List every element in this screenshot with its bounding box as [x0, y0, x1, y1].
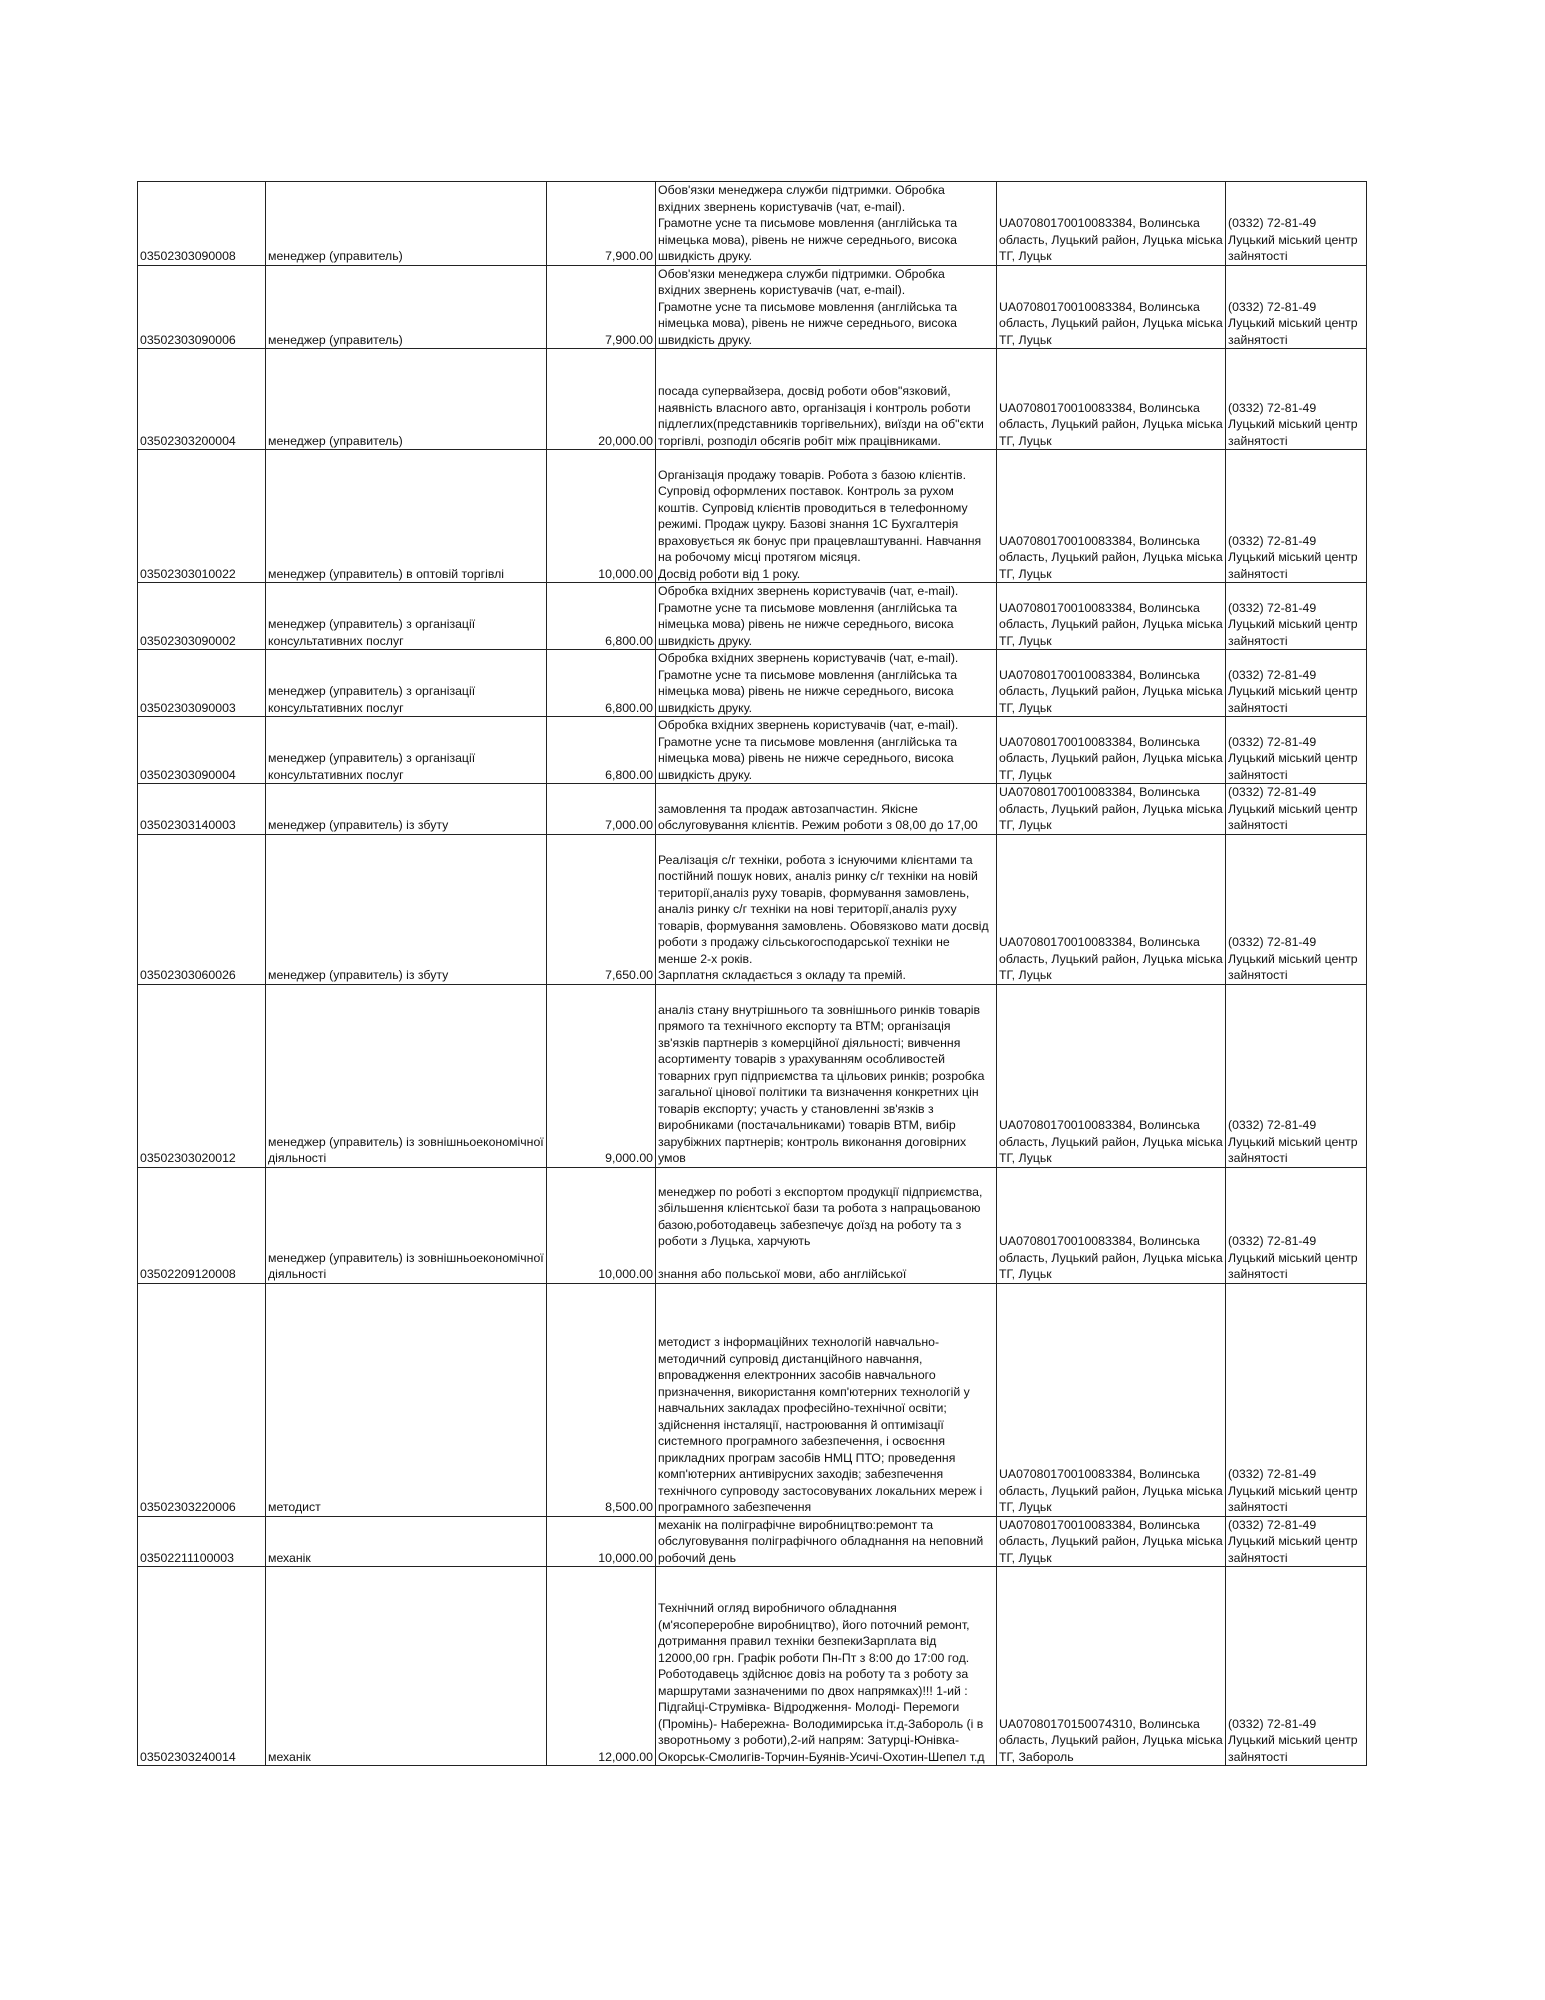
vacancy-code: 03502303090006	[138, 265, 266, 349]
vacancy-address: UA07080170010083384, Волинська область, Луцький район, Луцька міська ТГ, Луцьк	[997, 984, 1226, 1167]
table-row	[138, 1516, 1367, 1567]
table-row	[138, 834, 1367, 984]
vacancy-salary: 6,800.00	[547, 650, 656, 717]
vacancy-contact: (0332) 72-81-49 Луцький міський центр зайнятості	[1226, 182, 1367, 266]
vacancy-description: Організація продажу товарів. Робота з базою клієнтів. Супровід оформлених поставок. Контроль за рухом коштів. Супровід клієнтів проводиться в телефонному режимі. Продаж цукру. Базові знання 1С Бухгалтерія враховується як бонус при працевлаштуванні. Навчання на робочому місці протягом місяця. Досвід роботи від 1 року.	[656, 450, 997, 583]
table-row	[138, 1567, 1367, 1766]
vacancy-title: менеджер (управитель)	[266, 265, 547, 349]
vacancy-salary: 10,000.00	[547, 1167, 656, 1283]
vacancy-address: UA07080170150074310, Волинська область, Луцький район, Луцька міська ТГ, Забороль	[997, 1567, 1226, 1766]
vacancy-description: Обробка вхідних звернень користувачів (чат, e-mail). Грамотне усне та письмове мовлення (англійська та німецька мова) рівень не нижче середнього, висока швидкість друку.	[656, 583, 997, 650]
vacancy-contact: (0332) 72-81-49 Луцький міський центр зайнятості	[1226, 450, 1367, 583]
vacancy-contact: (0332) 72-81-49 Луцький міський центр зайнятості	[1226, 349, 1367, 450]
vacancy-title: механік	[266, 1567, 547, 1766]
vacancy-salary: 6,800.00	[547, 717, 656, 784]
vacancy-description: Обробка вхідних звернень користувачів (чат, e-mail). Грамотне усне та письмове мовлення (англійська та німецька мова) рівень не нижче середнього, висока швидкість друку.	[656, 650, 997, 717]
table-row	[138, 717, 1367, 784]
vacancy-address: UA07080170010083384, Волинська область, Луцький район, Луцька міська ТГ, Луцьк	[997, 834, 1226, 984]
vacancy-description: механік на поліграфічне виробництво:ремонт та обслуговування поліграфічного обладнання на неповний робочий день	[656, 1516, 997, 1567]
table-row	[138, 650, 1367, 717]
table-row	[138, 182, 1367, 266]
vacancy-salary: 7,000.00	[547, 784, 656, 835]
vacancy-description: посада супервайзера, досвід роботи обов"язковий, наявність власного авто, організація і контроль роботи підлеглих(представників торгівельних), виїзди на об"єкти торгівлі, розподіл обсягів робіт між працівниками.	[656, 349, 997, 450]
vacancy-title: менеджер (управитель) з організації консультативних послуг	[266, 583, 547, 650]
vacancy-description: Реалізація с/г техніки, робота з існуючими клієнтами та постійний пошук нових, аналіз ринку с/г техніки на новій території,аналіз руху товарів, формування замовлень, аналіз ринку с/г техніки на нові території,аналіз руху товарів, формування замовлень. Обовязково мати досвід роботи з продажу сільськогосподарської техніки не менше 2-х років. Зарплатня складається з окладу та премій.	[656, 834, 997, 984]
vacancy-code: 03502303090008	[138, 182, 266, 266]
table-row	[138, 450, 1367, 583]
vacancy-address: UA07080170010083384, Волинська область, Луцький район, Луцька міська ТГ, Луцьк	[997, 1167, 1226, 1283]
vacancy-contact: (0332) 72-81-49 Луцький міський центр зайнятості	[1226, 984, 1367, 1167]
vacancy-title: менеджер (управитель) з організації консультативних послуг	[266, 650, 547, 717]
table-row	[138, 349, 1367, 450]
vacancy-title: менеджер (управитель) із збуту	[266, 784, 547, 835]
vacancy-description: аналіз стану внутрішнього та зовнішнього ринків товарів прямого та технічного експорту та ВТМ; організація зв'язків партнерів з комерційної діяльності; вивчення асортименту товарів з урахуванням особливостей товарних груп підприємства та цільових ринків; розробка загальної цінової політики та визначення конкретних цін товарів експорту; участь у становленні зв'язків з виробниками (постачальниками) товарів ВТМ, вибір зарубіжних партнерів; контроль виконання договірних умов	[656, 984, 997, 1167]
vacancy-title: механік	[266, 1516, 547, 1567]
vacancy-code: 03502209120008	[138, 1167, 266, 1283]
vacancy-contact: (0332) 72-81-49 Луцький міський центр зайнятості	[1226, 1167, 1367, 1283]
vacancy-title: менеджер (управитель) в оптовій торгівлі	[266, 450, 547, 583]
vacancy-contact: (0332) 72-81-49 Луцький міський центр зайнятості	[1226, 265, 1367, 349]
vacancy-description: замовлення та продаж автозапчастин. Якісне обслуговування клієнтів. Режим роботи з 08,00 до 17,00	[656, 784, 997, 835]
vacancy-code: 03502303220006	[138, 1283, 266, 1516]
vacancy-title: менеджер (управитель) із зовнішньоекономічної діяльності	[266, 1167, 547, 1283]
vacancy-code: 03502303060026	[138, 834, 266, 984]
vacancy-contact: (0332) 72-81-49 Луцький міський центр зайнятості	[1226, 1567, 1367, 1766]
vacancy-address: UA07080170010083384, Волинська область, Луцький район, Луцька міська ТГ, Луцьк	[997, 182, 1226, 266]
vacancy-contact: (0332) 72-81-49 Луцький міський центр зайнятості	[1226, 717, 1367, 784]
vacancy-contact: (0332) 72-81-49 Луцький міський центр зайнятості	[1226, 650, 1367, 717]
table-row	[138, 265, 1367, 349]
vacancy-address: UA07080170010083384, Волинська область, Луцький район, Луцька міська ТГ, Луцьк	[997, 450, 1226, 583]
vacancy-contact: (0332) 72-81-49 Луцький міський центр зайнятості	[1226, 1516, 1367, 1567]
vacancy-description: Технічний огляд виробничого обладнання (м'ясопереробне виробництво), його поточний ремонт, дотримання правил техніки безпекиЗарплата від 12000,00 грн. Графік роботи Пн-Пт з 8:00 до 17:00 год. Роботодавець здійснює довіз на роботу та з роботу за маршрутами зазначеними по двох напрямках)!!! 1-ий : Підгайці-Струмівка- Відродження- Молоді- Перемоги (Промінь)- Набережна- Володимирська іт.д-Забороль (і в зворотньому з роботи),2-ий напрям: Затурці-Юнівка- Окорськ-Смолигів-Торчин-Буянів-Усичі-Охотин-Шепел т.д	[656, 1567, 997, 1766]
vacancy-address: UA07080170010083384, Волинська область, Луцький район, Луцька міська ТГ, Луцьк	[997, 717, 1226, 784]
vacancy-address: UA07080170010083384, Волинська область, Луцький район, Луцька міська ТГ, Луцьк	[997, 265, 1226, 349]
vacancy-salary: 10,000.00	[547, 1516, 656, 1567]
vacancy-salary: 12,000.00	[547, 1567, 656, 1766]
vacancy-title: менеджер (управитель) з організації консультативних послуг	[266, 717, 547, 784]
table-row	[138, 1283, 1367, 1516]
vacancy-title: менеджер (управитель)	[266, 182, 547, 266]
vacancy-salary: 20,000.00	[547, 349, 656, 450]
vacancy-salary: 9,000.00	[547, 984, 656, 1167]
vacancy-code: 03502303010022	[138, 450, 266, 583]
vacancy-description: Обов'язки менеджера служби підтримки. Обробка вхідних звернень користувачів (чат, e-mail). Грамотне усне та письмове мовлення (англійська та німецька мова), рівень не нижче середнього, висока швидкість друку.	[656, 265, 997, 349]
vacancy-salary: 10,000.00	[547, 450, 656, 583]
table-row	[138, 984, 1367, 1167]
vacancies-table	[137, 181, 1367, 1766]
vacancy-title: менеджер (управитель)	[266, 349, 547, 450]
vacancy-address: UA07080170010083384, Волинська область, Луцький район, Луцька міська ТГ, Луцьк	[997, 1516, 1226, 1567]
vacancy-description: методист з інформаційних технологій навчально-методичний супровід дистанційного навчання, впровадження електронних засобів навчального призначення, використання комп'ютерних технологій у навчальних закладах професійно-технічної освіти; здійснення інсталяції, настроювання й оптимізації системного програмного забезпечення, і освоєння прикладних програм засобів НМЦ ПТО; проведення комп'ютерних антивірусних заходів; забезпечення технічного супроводу застосовуваних локальних мереж і програмного забезпечення	[656, 1283, 997, 1516]
vacancy-code: 03502303090003	[138, 650, 266, 717]
vacancy-salary: 7,650.00	[547, 834, 656, 984]
vacancy-description: Обов'язки менеджера служби підтримки. Обробка вхідних звернень користувачів (чат, e-mail). Грамотне усне та письмове мовлення (англійська та німецька мова), рівень не нижче середнього, висока швидкість друку.	[656, 182, 997, 266]
vacancy-address: UA07080170010083384, Волинська область, Луцький район, Луцька міська ТГ, Луцьк	[997, 1283, 1226, 1516]
vacancy-code: 03502303090004	[138, 717, 266, 784]
vacancy-title: менеджер (управитель) із зовнішньоекономічної діяльності	[266, 984, 547, 1167]
table-row	[138, 1167, 1367, 1283]
vacancy-address: UA07080170010083384, Волинська область, Луцький район, Луцька міська ТГ, Луцьк	[997, 784, 1226, 835]
vacancy-title: методист	[266, 1283, 547, 1516]
vacancy-contact: (0332) 72-81-49 Луцький міський центр зайнятості	[1226, 1283, 1367, 1516]
vacancy-salary: 8,500.00	[547, 1283, 656, 1516]
vacancy-description: менеджер по роботі з експортом продукції підприємства, збільшення клієнтської бази та робота з напрацьованою базою,роботодавець забезпечує доїзд на роботу та з роботи з Луцька, харчують знання або польської мови, або англійської	[656, 1167, 997, 1283]
vacancy-contact: (0332) 72-81-49 Луцький міський центр зайнятості	[1226, 784, 1367, 835]
vacancy-salary: 6,800.00	[547, 583, 656, 650]
vacancy-code: 03502303090002	[138, 583, 266, 650]
vacancy-code: 03502303140003	[138, 784, 266, 835]
vacancy-address: UA07080170010083384, Волинська область, Луцький район, Луцька міська ТГ, Луцьк	[997, 650, 1226, 717]
vacancy-salary: 7,900.00	[547, 182, 656, 266]
vacancy-address: UA07080170010083384, Волинська область, Луцький район, Луцька міська ТГ, Луцьк	[997, 583, 1226, 650]
vacancy-title: менеджер (управитель) із збуту	[266, 834, 547, 984]
vacancy-code: 03502303240014	[138, 1567, 266, 1766]
vacancy-code: 03502211100003	[138, 1516, 266, 1567]
vacancy-salary: 7,900.00	[547, 265, 656, 349]
vacancy-contact: (0332) 72-81-49 Луцький міський центр зайнятості	[1226, 583, 1367, 650]
vacancy-description: Обробка вхідних звернень користувачів (чат, e-mail). Грамотне усне та письмове мовлення (англійська та німецька мова) рівень не нижче середнього, висока швидкість друку.	[656, 717, 997, 784]
vacancy-code: 03502303200004	[138, 349, 266, 450]
table-row	[138, 583, 1367, 650]
vacancy-contact: (0332) 72-81-49 Луцький міський центр зайнятості	[1226, 834, 1367, 984]
vacancy-code: 03502303020012	[138, 984, 266, 1167]
vacancy-address: UA07080170010083384, Волинська область, Луцький район, Луцька міська ТГ, Луцьк	[997, 349, 1226, 450]
table-row	[138, 784, 1367, 835]
